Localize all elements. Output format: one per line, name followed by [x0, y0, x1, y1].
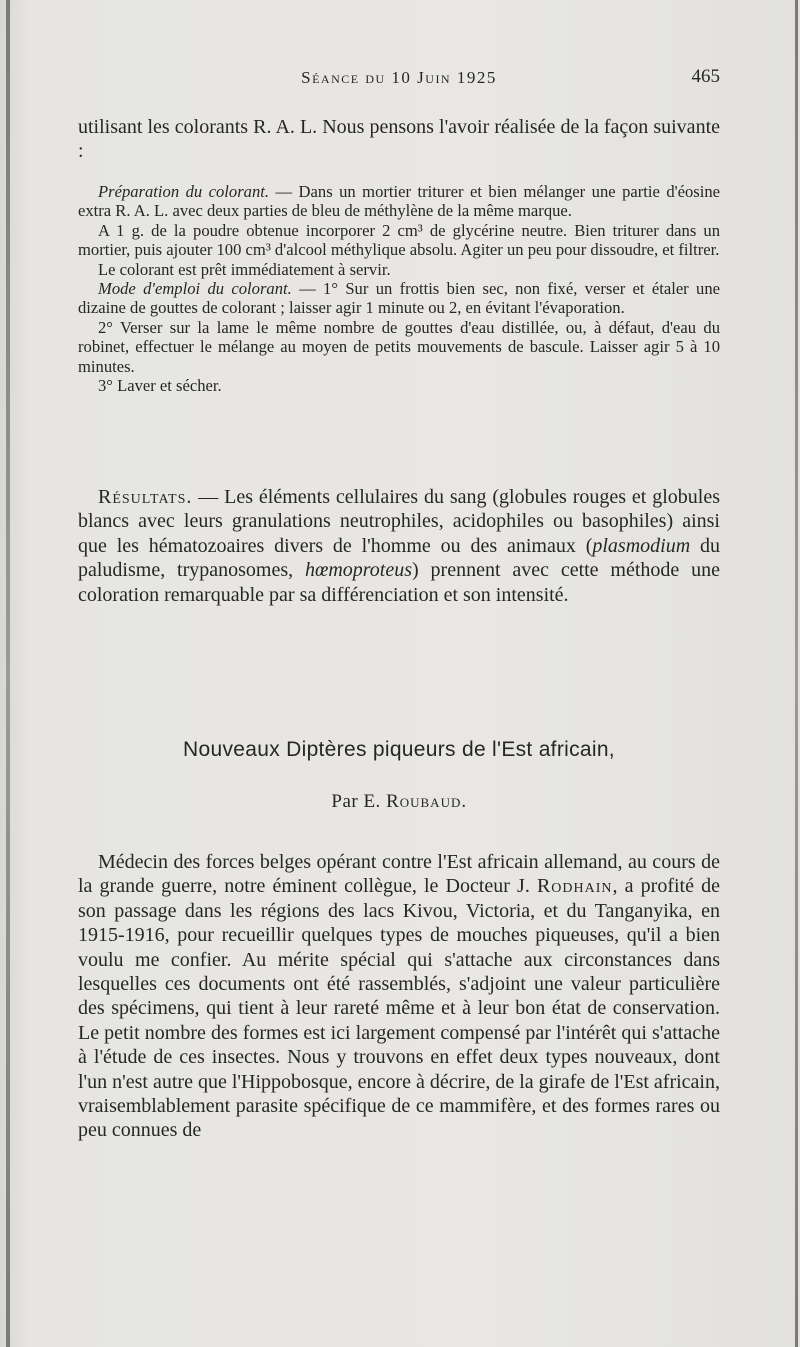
intro-text: utilisant les colorants R. A. L. Nous pensons l'avoir réalisée de la façon suivante : — [78, 116, 720, 163]
mode-paragraph — [78, 279, 720, 318]
step-3-paragraph: 3° Laver et sécher. — [98, 376, 222, 396]
page-edge-right — [795, 0, 798, 1347]
step-a-paragraph: A 1 g. de la poudre obtenue incorporer 2 cm³ de glycérine neutre. Bien triturer dans un mortier, puis ajouter 100 cm³ d'alcool méthylique absolu. Agiter un peu pour dissoudre, et filtrer. — [78, 220, 720, 260]
step-2-paragraph: 2° Verser sur la lame le même nombre de gouttes d'eau distillée, ou, à défaut, d'eau du robinet, effectuer le mélange au moyen de petits mouvements de bascule. Laisser agir 5 à 10 minutes. — [78, 317, 720, 376]
method-section — [78, 182, 720, 395]
results-italic-plasmodium: plasmodium — [592, 534, 691, 557]
page-edge-left — [6, 0, 10, 1347]
results-italic-haemoproteus: hœmoproteus — [304, 559, 413, 582]
results-text-b: du paludisme, trypanosomes, — [78, 534, 721, 582]
ready-paragraph: Le colorant est prêt immédiatement à servir. — [98, 259, 391, 279]
results-text-a: — Les éléments cellulaires du sang (globules rouges et globules blancs avec leurs granulations neutrophiles, acidophiles ou basophiles) ainsi que les hématozoaires divers de l'homme ou des animaux ( — [78, 486, 720, 557]
article-name-rodhain: Rodhain — [536, 875, 613, 898]
byline-author: Roubaud — [386, 791, 462, 812]
article-title: Nouveaux Diptères piqueurs de l'Est africain, — [183, 738, 615, 761]
running-title: Séance du 10 Juin 1925 — [301, 68, 497, 87]
preparation-paragraph — [78, 182, 720, 221]
page-number: 465 — [691, 66, 720, 87]
page-header — [78, 64, 720, 94]
byline-prefix: Par E. — [331, 791, 387, 812]
article-body — [78, 850, 720, 1143]
intro-paragraph — [78, 115, 720, 164]
article-text-b: , a profité de son passage dans les régions des lacs Kivou, Victoria, et du Tanganyika, en 1915-1916, pour recueillir quelques types de mouches piqueuses, qu'il a bien voulu me confier. Au mérite spécial qui s'attache aux circonstances dans lesquelles ces documents ont été rassemblés, s'adjoint une valeur particulière des spécimens, qui tient à leur rareté même et à leur bon état de conservation. Le petit nombre des formes est ici largement compensé par l'intérêt qui s'attache à l'étude de ces insectes. Nous y trouvons en effet deux types nouveaux, dont l'un n'est autre que l'Hippobosque, encore à décrire, de la girafe de l'Est africain, vraisemblablement parasite spécifique de ce mammifère, et des formes rares ou peu connues de — [78, 875, 720, 1142]
byline-suffix: . — [461, 791, 467, 812]
preparation-text: — Dans un mortier triturer et bien mélanger une partie d'éosine extra R. A. L. avec deux parties de bleu de méthylène de la même marque. — [78, 182, 720, 221]
mode-text: — 1° Sur un frottis bien sec, non fixé, verser et étaler une dizaine de gouttes de colorant ; laisser agir 1 minute ou 2, en évitant l'évaporation. — [78, 279, 720, 318]
preparation-label: Préparation du colorant. — [98, 182, 270, 201]
results-paragraph — [78, 485, 720, 607]
results-text-c: ) prennent avec cette méthode une coloration remarquable par sa différenciation et son intensité. — [78, 559, 720, 606]
results-section — [78, 485, 720, 607]
mode-label: Mode d'emploi du colorant. — [98, 279, 292, 299]
byline — [78, 791, 720, 813]
article-text-a: Médecin des forces belges opérant contre l'Est africain allemand, au cours de la grande guerre, notre éminent collègue, le Docteur J. — [78, 851, 720, 898]
results-label: Résultats. — [98, 486, 193, 508]
article-paragraph — [78, 850, 720, 1143]
